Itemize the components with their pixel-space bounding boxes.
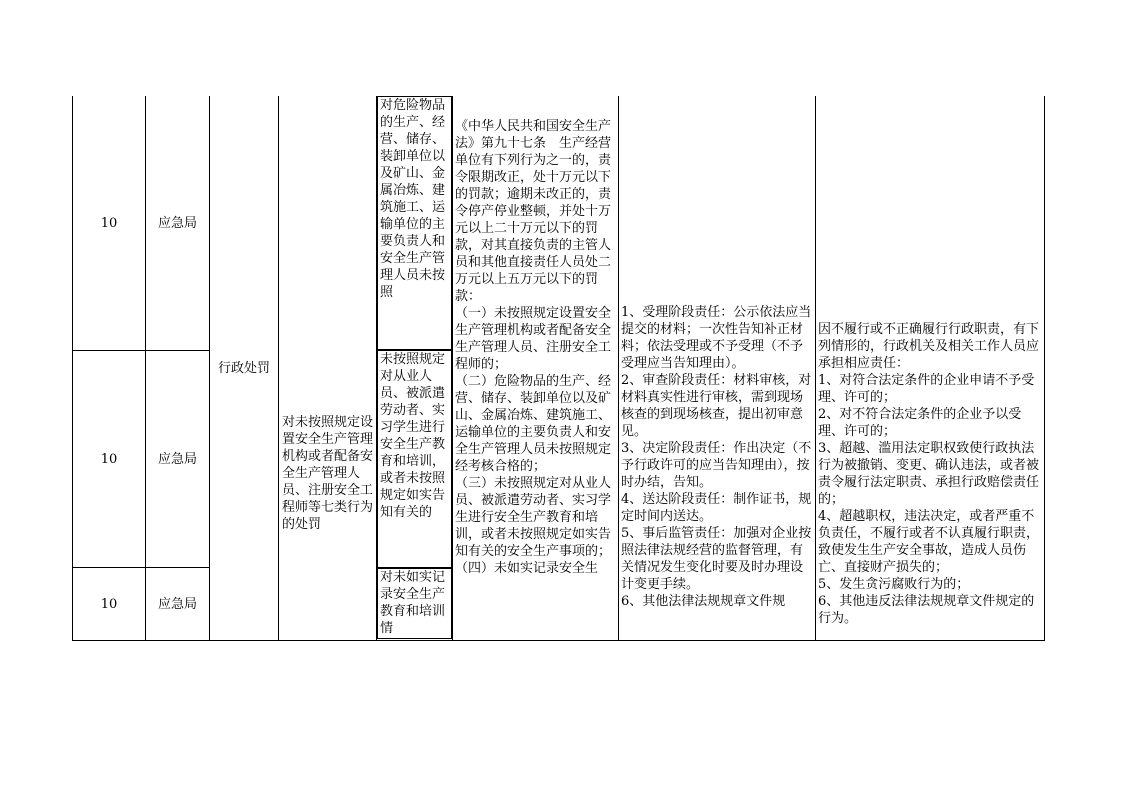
- row-2-seq: 10: [100, 451, 118, 467]
- sub-item-2: 未按照规定对从业人员、被派遣劳动者、实习学生进行安全生产教育和培训，或者未按照规定如实告知有关的: [377, 350, 452, 568]
- grid-line: [618, 96, 619, 640]
- responsibility-clip: [621, 96, 813, 640]
- table-bottom-line: [72, 640, 1045, 641]
- grid-line: [1044, 96, 1045, 640]
- grid-line: [278, 96, 279, 640]
- grid-line: [452, 96, 453, 640]
- accountability-clip: [818, 96, 1042, 640]
- row-1-seq: 10: [100, 215, 118, 231]
- category-cell: 行政处罚: [217, 360, 270, 376]
- responsibility-text: 1、受理阶段责任：公示依法应当提交的材料；一次性告知补正材料；依法受理或不予受理（不予受理应当告知理由）。 2、审查阶段责任：材料审核，对材料真实性进行审核，需到现场核查的到现场核查，提出初审意见。 3、决定阶段责任：作出决定（不予行政许可的应当告知理由），按时办结，告知。 4、送达阶段责任：制作证书，规定时间内送达。 5、事后监管责任：加强对企业按照法律法规经营的监督管理，有关情况发生变化时要及时办理设计变更手续。 6、其他法律法规规章文件规: [621, 305, 812, 609]
- row-2-dept: 应急局: [157, 451, 197, 467]
- legal-basis-clip: [455, 96, 616, 640]
- row-1-dept: 应急局: [157, 215, 197, 231]
- legal-basis-text: 《中华人民共和国安全生产法》第九十七条 生产经营单位有下列行为之一的，责令限期改正，处十万元以下的罚款；逾期未改正的，责令停产停业整顿，并处十万元以上二十万元以下的罚款，对其直接负责的主管人员和其他直接责任人员处二万元以上五万元以下的罚款： （一）未按照规定设置安全生产管理机构或者配备安全生产管理人员、注册安全工程师的； （二）危险物品的生产、经营、储存、装卸单位以及矿山、金属冶炼、建筑施工、运输单位的主要负责人和安全生产管理人员未按照规定经考核合格的； （三）未按照规定对从业人员、被派遣劳动者、实习学生进行安全生产教育和培训，或者未按照规定如实告知有关的安全生产事项的； （四）未如实记录安全生: [455, 119, 612, 576]
- sub-item-3: 对未如实记录安全生产教育和培训情: [377, 568, 452, 639]
- grid-line: [815, 96, 816, 640]
- accountability-text: 因不履行或不正确履行行政职责，有下列情形的，行政机关及相关工作人员应承担相应责任： 1、对符合法定条件的企业申请不予受理、许可的； 2、对不符合法定条件的企业予以受理、许可的； 3、超越、滥用法定职权致使行政执法行为被撤销、变更、确认违法，或者被责令履行法定职责、承担行政赔偿责任的； 4、超越职权，违法决定，或者严重不负责任，不履行或者不认真履行职责，致使发生生产安全事故，造成人员伤亡、直接财产损失的； 5、发生贪污腐败行为的； 6、其他违反法律法规规章文件规定的行为。: [818, 322, 1040, 626]
- row-3-seq: 10: [100, 596, 118, 612]
- sub-item-1: 对危险物品的生产、经营、储存、装卸单位以及矿山、金属冶炼、建筑施工、运输单位的主要负责人和安全生产管理人员未按照: [377, 96, 452, 350]
- row-3-dept: 应急局: [157, 596, 197, 612]
- item-name-cell: 对未按照规定设置安全生产管理机构或者配备安全生产管理人员、注册安全工程师等七类行为的处罚: [282, 415, 374, 532]
